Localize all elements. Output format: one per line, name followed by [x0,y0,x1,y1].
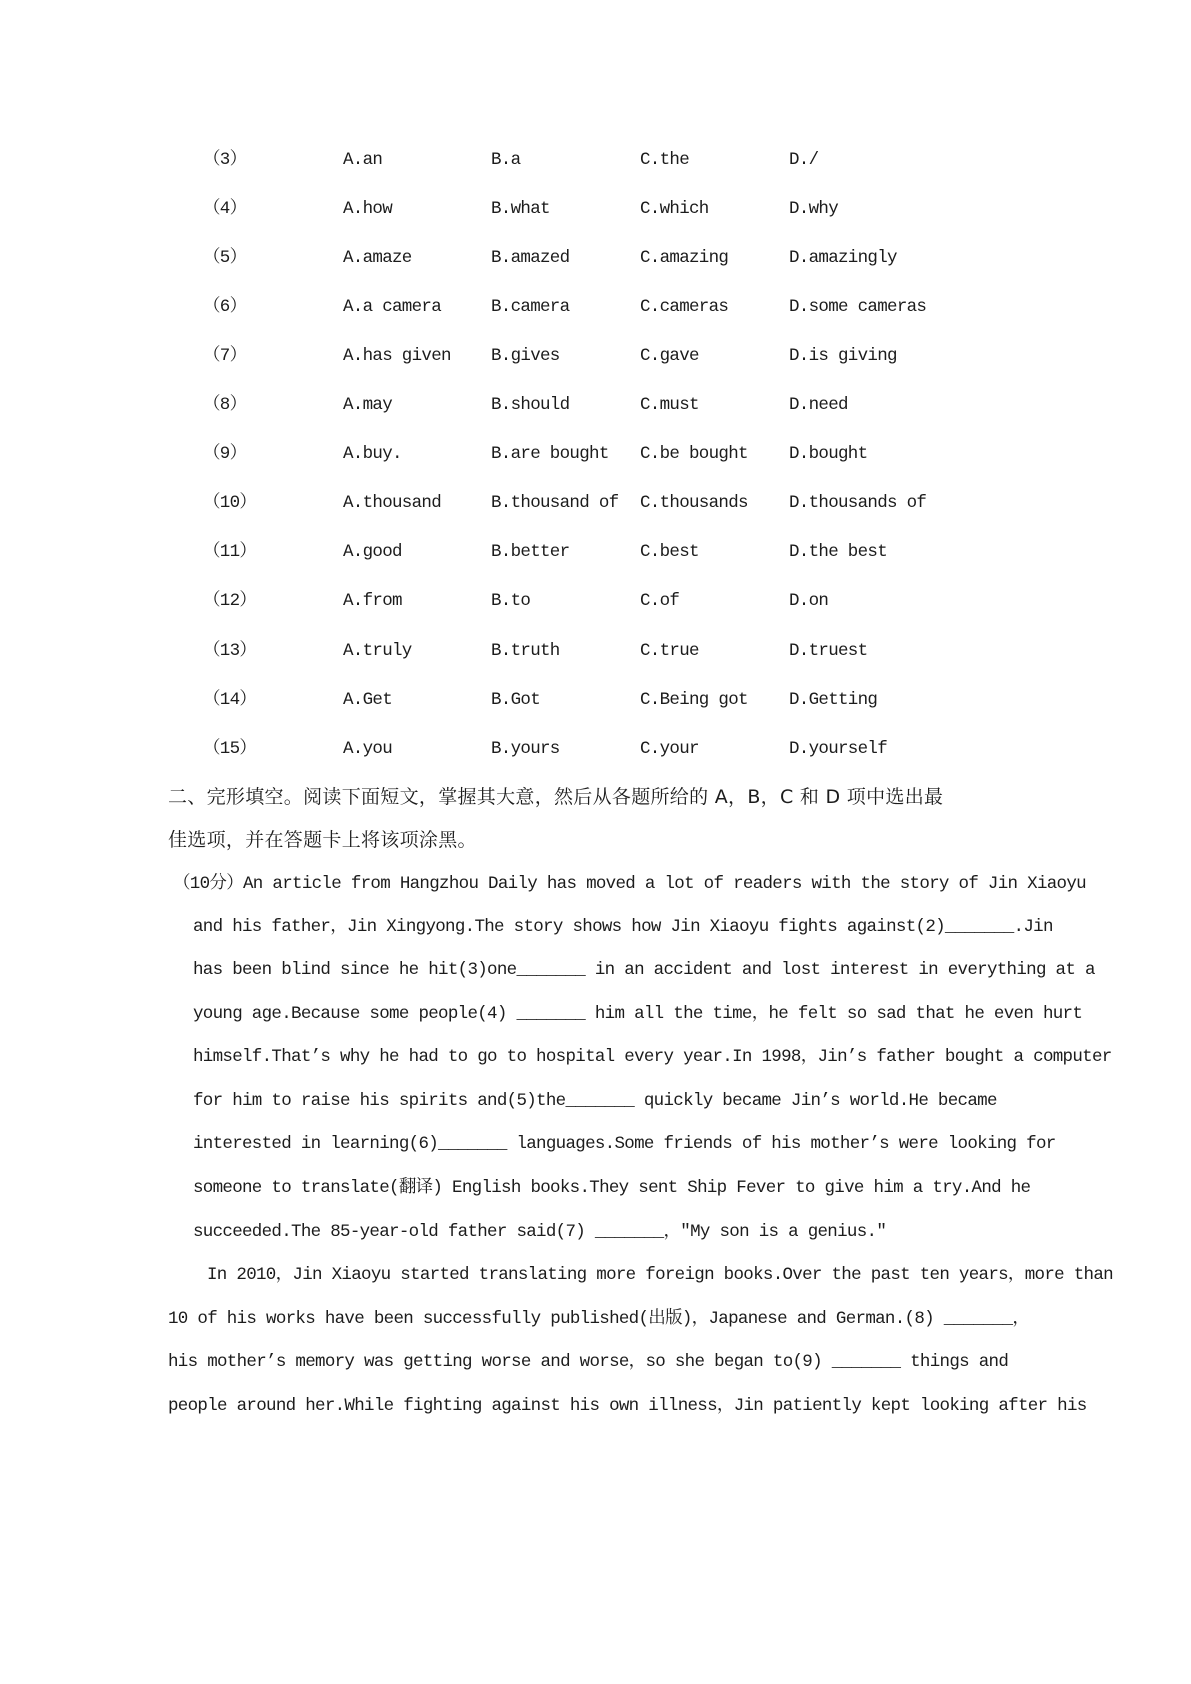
option-a: A.thousand [343,493,442,513]
option-d: D.amazingly [789,248,897,268]
option-d: D./ [789,150,819,170]
option-row [0,296,1191,318]
option-b: B.gives [491,346,560,366]
option-b: B.what [491,199,550,219]
option-c: C.best [640,542,699,562]
option-a: A.may [343,395,393,415]
passage-line: for him to raise his spirits and(5)the_______ quickly became Jin’s world.He became [193,1091,997,1111]
option-d: D.Getting [789,690,878,710]
question-number: （6） [203,297,247,317]
option-c: C.which [640,199,709,219]
question-number: （12） [203,591,257,611]
option-row [0,590,1191,612]
option-c: C.true [640,641,699,661]
option-c: C.thousands [640,493,748,513]
option-row [0,689,1191,711]
passage-line: people around her.While fighting against his own illness，Jin patiently kept looking after his [168,1396,1087,1416]
option-b: B.are bought [491,444,609,464]
question-number: （14） [203,690,257,710]
section-heading: 二、完形填空。阅读下面短文，掌握其大意，然后从各题所给的 A，B，C 和 D 项中选出最 [168,786,944,808]
option-d: D.truest [789,641,868,661]
option-b: B.Got [491,690,541,710]
option-row [0,541,1191,563]
option-d: D.the best [789,542,888,562]
question-number: （7） [203,346,247,366]
passage-line: and his father，Jin Xingyong.The story shows how Jin Xiaoyu fights against(2)_______.Jin [193,917,1053,937]
option-a: A.buy. [343,444,402,464]
option-d: D.yourself [789,739,888,759]
option-a: A.from [343,591,402,611]
option-row [0,149,1191,171]
option-row [0,640,1191,662]
option-c: C.your [640,739,699,759]
option-b: B.a [491,150,521,170]
question-number: （15） [203,739,257,759]
option-row [0,443,1191,465]
option-c: C.must [640,395,699,415]
passage-line: his mother’s memory was getting worse and worse，so she began to(9) _______ things and [168,1352,1009,1372]
passage-line: （10分）An article from Hangzhou Daily has moved a lot of readers with the story of Jin Xiaoyu [173,874,1086,894]
option-b: B.to [491,591,531,611]
option-row [0,738,1191,760]
passage-line: himself.That’s why he had to go to hospital every year.In 1998，Jin’s father bought a computer [193,1047,1112,1067]
option-d: D.is giving [789,346,897,366]
option-a: A.a camera [343,297,442,317]
option-row [0,492,1191,514]
option-b: B.better [491,542,570,562]
option-d: D.thousands of [789,493,927,513]
option-a: A.Get [343,690,393,710]
passage-line: In 2010，Jin Xiaoyu started translating more foreign books.Over the past ten years，more than [207,1265,1113,1285]
option-d: D.bought [789,444,868,464]
option-a: A.truly [343,641,412,661]
option-a: A.amaze [343,248,412,268]
option-d: D.some cameras [789,297,927,317]
passage-line: has been blind since he hit(3)one_______ in an accident and lost interest in everything at a [193,960,1095,980]
option-b: B.truth [491,641,560,661]
option-c: C.amazing [640,248,729,268]
passage-line: young age.Because some people(4) _______ him all the time，he felt so sad that he even hurt [193,1004,1083,1024]
option-b: B.yours [491,739,560,759]
option-c: C.Being got [640,690,748,710]
option-a: A.you [343,739,393,759]
question-number: （5） [203,248,247,268]
option-d: D.need [789,395,848,415]
option-b: B.thousand of [491,493,619,513]
passage-line: interested in learning(6)_______ languages.Some friends of his mother’s were looking for [193,1134,1056,1154]
option-c: C.cameras [640,297,729,317]
option-b: B.camera [491,297,570,317]
option-b: B.amazed [491,248,570,268]
question-number: （10） [203,493,257,513]
question-number: （8） [203,395,247,415]
option-c: C.the [640,150,690,170]
option-d: D.on [789,591,829,611]
option-a: A.how [343,199,393,219]
question-number: （13） [203,641,257,661]
question-number: （11） [203,542,257,562]
passage-line: 10 of his works have been successfully published(出版)，Japanese and German.(8) _______， [168,1309,1030,1329]
option-row [0,247,1191,269]
option-row [0,345,1191,367]
option-c: C.gave [640,346,699,366]
section-heading-continued: 佳选项，并在答题卡上将该项涂黑。 [168,829,477,851]
option-a: A.good [343,542,402,562]
option-a: A.an [343,150,383,170]
passage-line: succeeded.The 85-year-old father said(7) _______，"My son is a genius." [193,1222,887,1242]
option-d: D.why [789,199,839,219]
option-a: A.has given [343,346,451,366]
option-c: C.be bought [640,444,748,464]
option-row [0,394,1191,416]
option-row [0,198,1191,220]
question-number: （9） [203,444,247,464]
passage-line: someone to translate(翻译) English books.They sent Ship Fever to give him a try.And he [193,1178,1031,1198]
question-number: （3） [203,150,247,170]
option-c: C.of [640,591,680,611]
option-b: B.should [491,395,570,415]
question-number: （4） [203,199,247,219]
